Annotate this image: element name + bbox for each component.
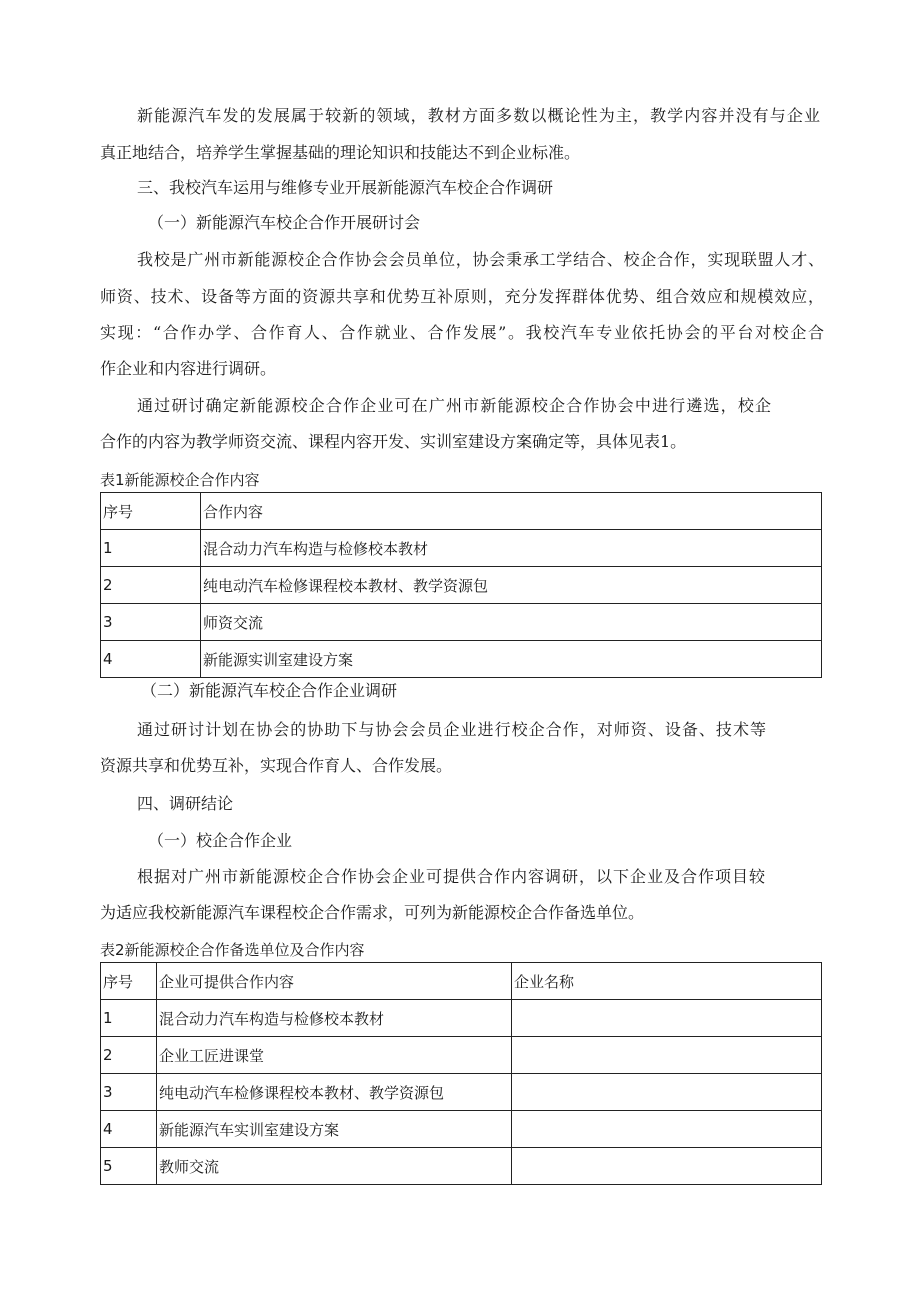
table-cell: 新能源实训室建设方案: [201, 641, 822, 678]
table-header-cell: 序号: [101, 963, 157, 1000]
table2-caption: 表2新能源校企合作备选单位及合作内容: [100, 941, 365, 959]
table-cell: 纯电动汽车检修课程校本教材、教学资源包: [157, 1074, 512, 1111]
paragraph-line: 根据对广州市新能源校企合作协会企业可提供合作内容调研，以下企业及合作项目较: [137, 867, 765, 886]
table-cell: 3: [101, 604, 201, 641]
table-cell: 2: [101, 567, 201, 604]
table-cell: 3: [101, 1074, 157, 1111]
table-cell: 纯电动汽车检修课程校本教材、教学资源包: [201, 567, 822, 604]
table-row: [101, 1148, 822, 1185]
table-row: [101, 604, 822, 641]
table-header-cell: 企业可提供合作内容: [157, 963, 512, 1000]
subsection-heading: （二）新能源汽车校企合作企业调研: [141, 681, 398, 700]
table-header-cell: 序号: [101, 493, 201, 530]
section-heading: 四、调研结论: [137, 794, 234, 813]
table1-caption: 表1新能源校企合作内容: [100, 471, 260, 489]
table-cell: 师资交流: [201, 604, 822, 641]
table2: [100, 962, 822, 1185]
table-cell: 混合动力汽车构造与检修校本教材: [201, 530, 822, 567]
table-row: [101, 1111, 822, 1148]
table-row: [101, 1037, 822, 1074]
table-cell: 企业工匠进课堂: [157, 1037, 512, 1074]
table-row: [101, 1074, 822, 1111]
subsection-heading: （一）新能源汽车校企合作开展研讨会: [148, 213, 421, 232]
paragraph-line: 实现：“合作办学、合作育人、合作就业、合作发展”。我校汽车专业依托协会的平台对校企合: [100, 323, 824, 342]
table-cell: [512, 1148, 822, 1185]
paragraph-line: 合作的内容为教学师资交流、课程内容开发、实训室建设方案确定等，具体见表1。: [100, 432, 687, 451]
table-cell: [512, 1074, 822, 1111]
table-cell: 4: [101, 1111, 157, 1148]
paragraph-line: 真正地结合，培养学生掌握基础的理论知识和技能达不到企业标准。: [100, 143, 581, 162]
table-cell: 新能源汽车实训室建设方案: [157, 1111, 512, 1148]
subsection-heading: （一）校企合作企业: [148, 831, 293, 850]
table-cell: 1: [101, 1000, 157, 1037]
table-cell: 教师交流: [157, 1148, 512, 1185]
table-cell: [512, 1037, 822, 1074]
table1: [100, 492, 822, 678]
table-header-row: [101, 963, 822, 1000]
table-row: [101, 530, 822, 567]
table-header-cell: 合作内容: [201, 493, 822, 530]
table-row: [101, 641, 822, 678]
paragraph-line: 为适应我校新能源汽车课程校企合作需求，可列为新能源校企合作备选单位。: [100, 903, 645, 922]
paragraph-line: 作企业和内容进行调研。: [100, 359, 277, 378]
table-cell: [512, 1111, 822, 1148]
paragraph-line: 师资、技术、设备等方面的资源共享和优势互补原则，充分发挥群体优势、组合效应和规模效应，: [100, 287, 824, 306]
table-cell: 混合动力汽车构造与检修校本教材: [157, 1000, 512, 1037]
table-cell: 1: [101, 530, 201, 567]
section-heading: 三、我校汽车运用与维修专业开展新能源汽车校企合作调研: [137, 178, 554, 197]
table-cell: 2: [101, 1037, 157, 1074]
paragraph-line: 资源共享和优势互补，实现合作育人、合作发展。: [100, 756, 453, 775]
table-cell: 4: [101, 641, 201, 678]
paragraph-line: 通过研讨计划在协会的协助下与协会会员企业进行校企合作，对师资、设备、技术等: [137, 720, 766, 739]
paragraph-line: 我校是广州市新能源校企合作协会会员单位，协会秉承工学结合、校企合作，实现联盟人才、: [137, 250, 824, 269]
paragraph-line: 通过研讨确定新能源校企合作企业可在广州市新能源校企合作协会中进行遴选，校企: [137, 396, 771, 415]
table-row: [101, 1000, 822, 1037]
table-header-row: [101, 493, 822, 530]
paragraph-line: 新能源汽车发的发展属于较新的领域，教材方面多数以概论性为主，教学内容并没有与企业: [137, 106, 820, 125]
table-cell: 5: [101, 1148, 157, 1185]
table-row: [101, 567, 822, 604]
table-header-cell: 企业名称: [512, 963, 822, 1000]
table-cell: [512, 1000, 822, 1037]
